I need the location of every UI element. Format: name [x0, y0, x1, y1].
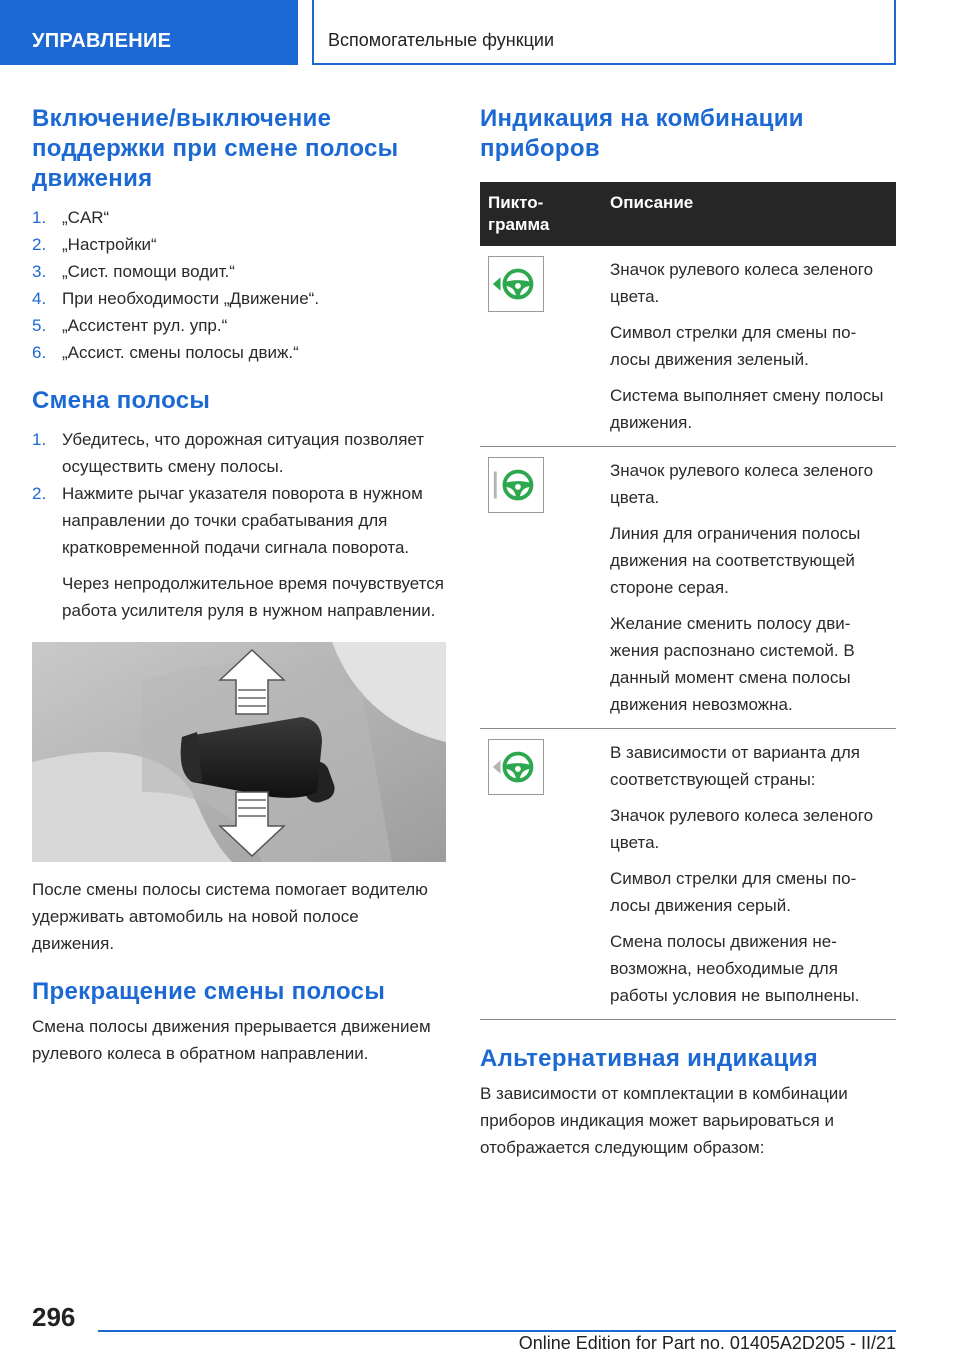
edition-text: Online Edition for Part no. 01405A2D205 - II/21 [518, 1333, 896, 1353]
step-text: Нажмите рычаг указателя поворота в нужном направлении до точки срабатывания для кратковременной подачи сигнала поворота. [62, 484, 423, 557]
menu-step [32, 285, 444, 312]
left-column [32, 104, 444, 1067]
description-line: Желание сменить полосу движения распознано системой. В данный момент смена полосы движения невозможна. [610, 614, 855, 714]
step-note: Через непродолжительное время почувствуется работа усилителя руля в нужном направлении. [62, 574, 444, 620]
step-number: 6. [32, 343, 47, 362]
description-cell [602, 246, 896, 447]
step-text: „Ассист. смены полосы движ.“ [62, 343, 299, 362]
turn-signal-lever-photo [32, 642, 446, 862]
step-number: 2. [32, 484, 47, 503]
column-header-pictogram: Пиктограмма [480, 182, 602, 246]
section-title: УПРАВЛЕНИЕ [32, 30, 172, 52]
table-row [480, 729, 896, 1020]
step-text: „Настройки“ [62, 235, 157, 254]
step-text: Убедитесь, что дорожная ситуация позволяет осуществить смену полосы. [62, 430, 425, 476]
step-number: 4. [32, 289, 47, 308]
heading-indication: Индикация на комбинации приборов [480, 105, 804, 162]
description-line: Система выполняет смену полосы движения. [610, 386, 884, 432]
description-line: Значок рулевого колеса зеленого цвета. [610, 806, 874, 852]
description-line: Значок рулевого колеса зеленого цвета. [610, 260, 874, 306]
steering-wheel-green-arrow-icon [488, 256, 544, 312]
heading-toggle-assist: Включение/выключение поддержки при смене полосы движения [32, 105, 399, 192]
steering-wheel-green-icon [488, 457, 544, 513]
table-row [480, 246, 896, 447]
heading-alt-indication: Альтернативная индикация [480, 1045, 818, 1072]
page-number: 296 [32, 1302, 76, 1332]
indication-table [480, 182, 896, 1020]
steering-wheel-gray-arrow-icon [488, 739, 544, 795]
description-line: Символ стрелки для смены полосы движения серый. [610, 869, 857, 915]
menu-step [32, 231, 444, 258]
column-header-description: Описание [602, 182, 896, 246]
menu-steps-list [32, 204, 444, 366]
step-number: 2. [32, 235, 47, 254]
step-text: „Ассистент рул. упр.“ [62, 316, 228, 335]
right-column [480, 104, 896, 1161]
table-row [480, 447, 896, 729]
step-number: 1. [32, 430, 47, 449]
description-line: Линия для ограничения полосы движения на соответствующей стороне серая. [610, 524, 861, 597]
step-number: 1. [32, 208, 47, 227]
subsection-title: Вспомогательные функции [328, 30, 555, 50]
step-text: „CAR“ [62, 208, 110, 227]
menu-step [32, 258, 444, 285]
footer-divider [98, 1330, 896, 1332]
step-text: При необходимости „Движение“. [62, 289, 320, 308]
lane-step [32, 426, 444, 480]
description-cell [602, 447, 896, 729]
after-change-text: После смены полосы система помогает водителю удерживать автомобиль на новой полосе движения. [32, 880, 428, 953]
step-number: 3. [32, 262, 47, 281]
alt-indication-text: В зависимости от комплектации в комбинации приборов индикация может варьироваться и отображается следующим образом: [480, 1084, 848, 1157]
pictogram-cell [480, 246, 602, 447]
menu-step [32, 312, 444, 339]
pictogram-cell [480, 729, 602, 1020]
step-number: 5. [32, 316, 47, 335]
step-text: „Сист. помощи водит.“ [62, 262, 235, 281]
description-line: Значок рулевого колеса зеленого цвета. [610, 461, 874, 507]
lane-step [32, 480, 444, 624]
menu-step [32, 204, 444, 231]
subsection-tab [312, 0, 896, 65]
description-cell [602, 729, 896, 1020]
lane-steps-list [32, 426, 444, 624]
heading-cancel-change: Прекращение смены полосы [32, 978, 386, 1005]
cancel-text: Смена полосы движения прерывается движением рулевого колеса в обратном направлении. [32, 1017, 431, 1063]
description-line: Смена полосы движения невозможна, необходимые для работы условия не выполнены. [610, 932, 860, 1005]
description-line: Символ стрелки для смены полосы движения зеленый. [610, 323, 857, 369]
pictogram-cell [480, 447, 602, 729]
description-line: В зависимости от варианта для соответствующей страны: [610, 743, 860, 789]
section-tab [0, 0, 298, 65]
heading-lane-change: Смена полосы [32, 387, 211, 414]
menu-step [32, 339, 444, 366]
table-header-row [480, 182, 896, 246]
